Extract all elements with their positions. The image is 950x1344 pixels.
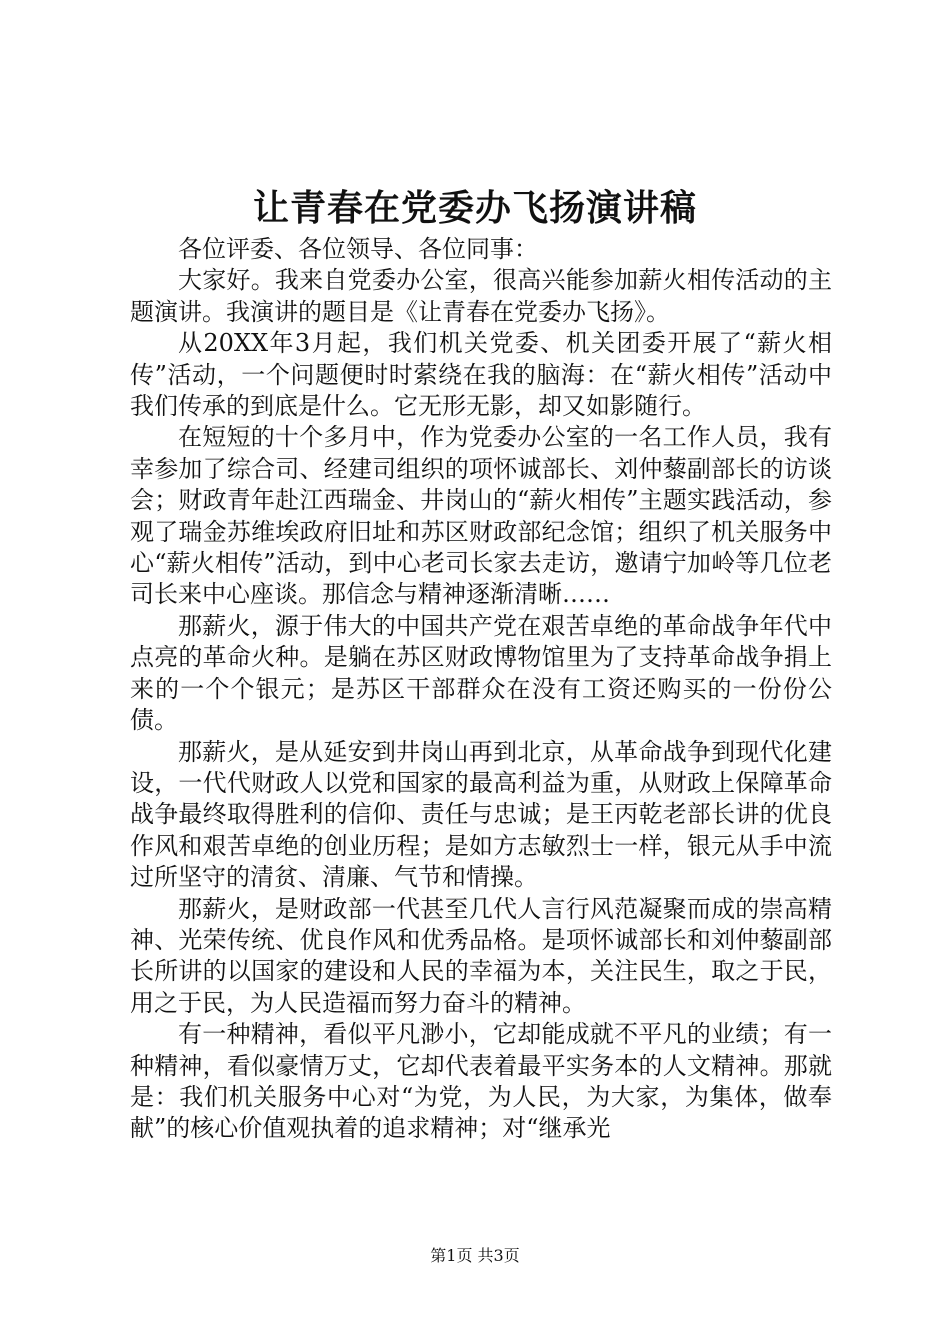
page-footer: 第1页 共3页 (430, 1246, 520, 1265)
paragraph-belief: 那薪火，是从延安到井岗山再到北京，从革命战争到现代化建设，一代代财政人以党和国家的最高利益为重，从财政上保障革命战争最终取得胜利的信仰、责任与忠诚；是王丙乾老部长讲的优良作风和艰苦卓绝的创业历程；是如方志敏烈士一样，银元从手中流过所坚守的清贫、清廉、气节和情操。 (130, 737, 832, 892)
paragraph-experience: 在短短的十个多月中，作为党委办公室的一名工作人员，我有幸参加了综合司、经建司组织的项怀诚部长、刘仲藜副部长的访谈会；财政青年赴江西瑞金、井岗山的“薪火相传”主题实践活动，参观了瑞金苏维埃政府旧址和苏区财政部纪念馆；组织了机关服务中心“薪火相传”活动，到中心老司长家去走访，邀请宁加岭等几位老司长来中心座谈。那信念与精神逐渐清晰…… (130, 423, 832, 609)
paragraph-spirit: 那薪火，是财政部一代甚至几代人言行风范凝聚而成的崇高精神、光荣传统、优良作风和优秀品格。是项怀诚部长和刘仲藜副部长所讲的以国家的建设和人民的幸福为本，关注民生，取之于民，用之于民，为人民造福而努力奋斗的精神。 (130, 894, 832, 1017)
paragraph-origin: 那薪火，源于伟大的中国共产党在艰苦卓绝的革命战争年代中点亮的革命火种。是躺在苏区财政博物馆里为了支持革命战争捐上来的一个个银元；是苏区干部群众在没有工资还购买的一份份公债。 (130, 611, 832, 735)
paragraph-activity: 从20XX年3月起，我们机关党委、机关团委开展了“薪火相传”活动，一个问题便时时萦绕在我的脑海：在“薪火相传”活动中我们传承的到底是什么。它无形无影，却又如影随行。 (130, 329, 832, 421)
document-body (130, 234, 832, 1145)
paragraph-values: 有一种精神，看似平凡渺小，它却能成就不平凡的业绩；有一种精神，看似豪情万丈，它却代表着最平实务本的人文精神。那就是：我们机关服务中心对“为党，为人民，为大家，为集体，做奉献”的核心价值观执着的追求精神；对“继承光 (130, 1020, 832, 1143)
paragraph-salutation: 各位评委、各位领导、各位同事： (178, 235, 538, 263)
paragraph-greeting: 大家好。我来自党委办公室，很高兴能参加薪火相传活动的主题演讲。我演讲的题目是《让青春在党委办飞扬》。 (130, 266, 832, 326)
document-title: 让青春在党委办飞扬演讲稿 (252, 187, 697, 229)
